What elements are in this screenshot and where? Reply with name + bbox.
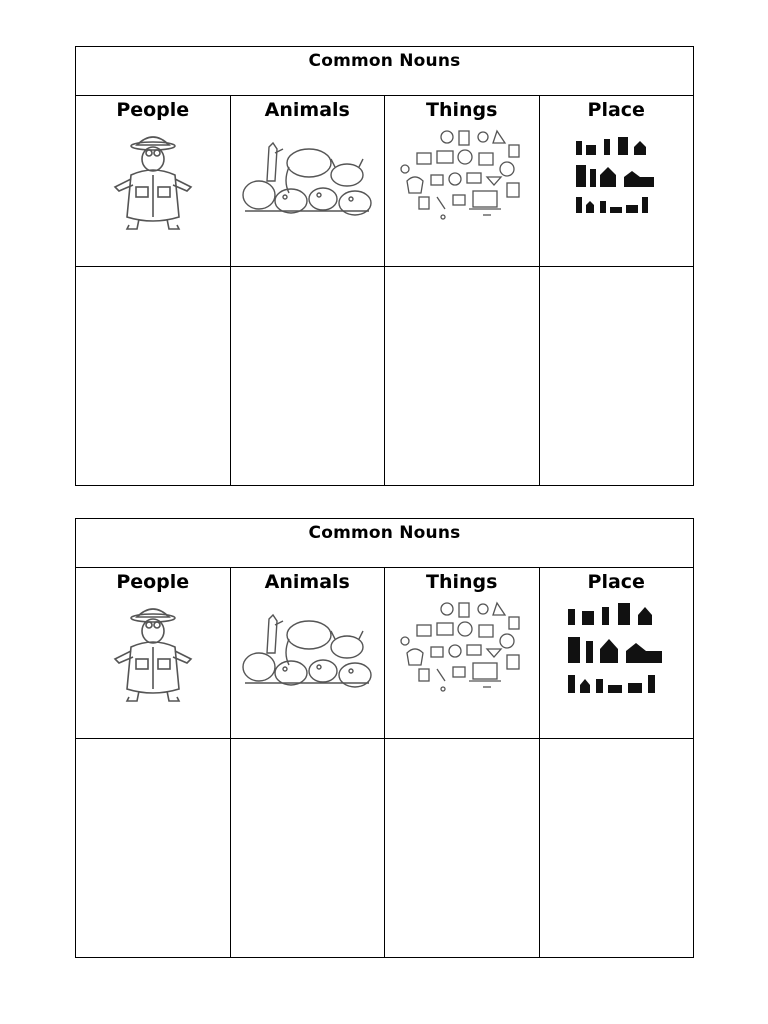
explorer-cartoon-icon xyxy=(105,129,201,233)
buildings-icon xyxy=(574,135,658,215)
people-header-cell xyxy=(76,96,231,267)
place-answer-space[interactable] xyxy=(539,739,694,958)
animals-answer-space[interactable] xyxy=(230,267,385,486)
title-cell xyxy=(76,47,694,96)
animal-group-icon xyxy=(239,613,375,691)
worksheet-title: Common Nouns xyxy=(308,51,461,71)
category-label-people: People xyxy=(116,99,190,121)
things-answer-space[interactable] xyxy=(385,267,540,486)
worksheet-title: Common Nouns xyxy=(308,523,461,543)
title-cell xyxy=(76,519,694,568)
category-label-animals: Animals xyxy=(264,571,350,593)
animals-answer-space[interactable] xyxy=(230,739,385,958)
category-label-people: People xyxy=(116,571,190,593)
things-answer-space[interactable] xyxy=(385,739,540,958)
place-header-cell xyxy=(539,568,694,739)
category-label-place: Place xyxy=(587,99,645,121)
noun-sort-table-1 xyxy=(75,46,694,486)
school-objects-icon xyxy=(397,597,527,693)
animals-header-cell xyxy=(230,568,385,739)
place-header-cell xyxy=(539,96,694,267)
place-answer-space[interactable] xyxy=(539,267,694,486)
buildings-icon xyxy=(566,601,666,695)
category-label-animals: Animals xyxy=(264,99,350,121)
school-objects-icon xyxy=(397,125,527,221)
things-header-cell xyxy=(385,568,540,739)
noun-sort-table-2 xyxy=(75,518,694,958)
people-header-cell xyxy=(76,568,231,739)
explorer-cartoon-icon xyxy=(105,601,201,705)
category-label-things: Things xyxy=(426,571,498,593)
people-answer-space[interactable] xyxy=(76,739,231,958)
animals-header-cell xyxy=(230,96,385,267)
category-label-place: Place xyxy=(587,571,645,593)
animal-group-icon xyxy=(239,141,375,219)
people-answer-space[interactable] xyxy=(76,267,231,486)
category-label-things: Things xyxy=(426,99,498,121)
things-header-cell xyxy=(385,96,540,267)
